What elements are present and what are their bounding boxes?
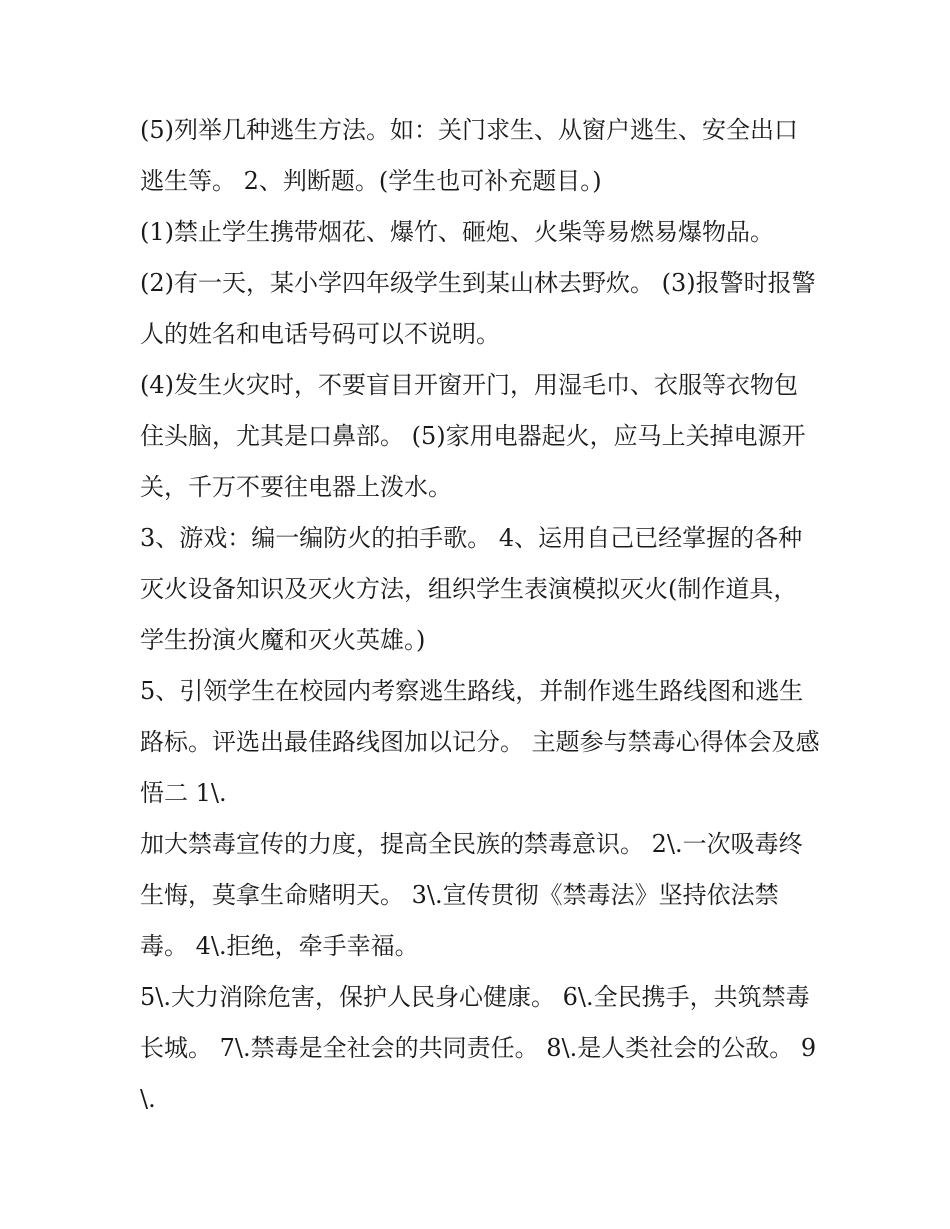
paragraph-judgement-4-5: (4)发生火灾时，不要盲目开窗开门，用湿毛巾、衣服等衣物包住头脑，尤其是口鼻部。 (5)家用电器起火，应马上关掉电源开关，千万不要往电器上泼水。: [140, 371, 806, 501]
paragraph-judgement-1: (1)禁止学生携带烟花、爆竹、砸炮、火柴等易燃易爆物品。: [140, 218, 774, 246]
paragraph-escape-methods: (5)列举几种逃生方法。如：关门求生、从窗户逃生、安全出口逃生等。 2、判断题。(学生也可补充题目。): [140, 116, 798, 195]
document-body: [140, 105, 820, 1125]
paragraph-judgement-2-3: (2)有一天，某小学四年级学生到某山林去野炊。 (3)报警时报警人的姓名和电话号码可以不说明。: [140, 269, 816, 348]
paragraph-drug-slogans-1: 加大禁毒宣传的力度，提高全民族的禁毒意识。 2\.一次吸毒终生悔，莫拿生命赌明天。 3\.宣传贯彻《禁毒法》坚持依法禁毒。 4\.拒绝，牵手幸福。: [140, 830, 803, 960]
paragraph-escape-route: 5、引领学生在校园内考察逃生路线，并制作逃生路线图和逃生路标。评选出最佳路线图加以记分。 主题参与禁毒心得体会及感悟二 1\.: [140, 677, 820, 807]
paragraph-drug-slogans-2: 5\.大力消除危害，保护人民身心健康。 6\.全民携手，共筑禁毒长城。 7\.禁毒是全社会的共同责任。 8\.是人类社会的公敌。 9\.: [140, 983, 817, 1113]
paragraph-game-activity: 3、游戏：编一编防火的拍手歌。 4、运用自己已经掌握的各种灭火设备知识及灭火方法，组织学生表演模拟灭火(制作道具，学生扮演火魔和灭火英雄。): [140, 524, 803, 654]
